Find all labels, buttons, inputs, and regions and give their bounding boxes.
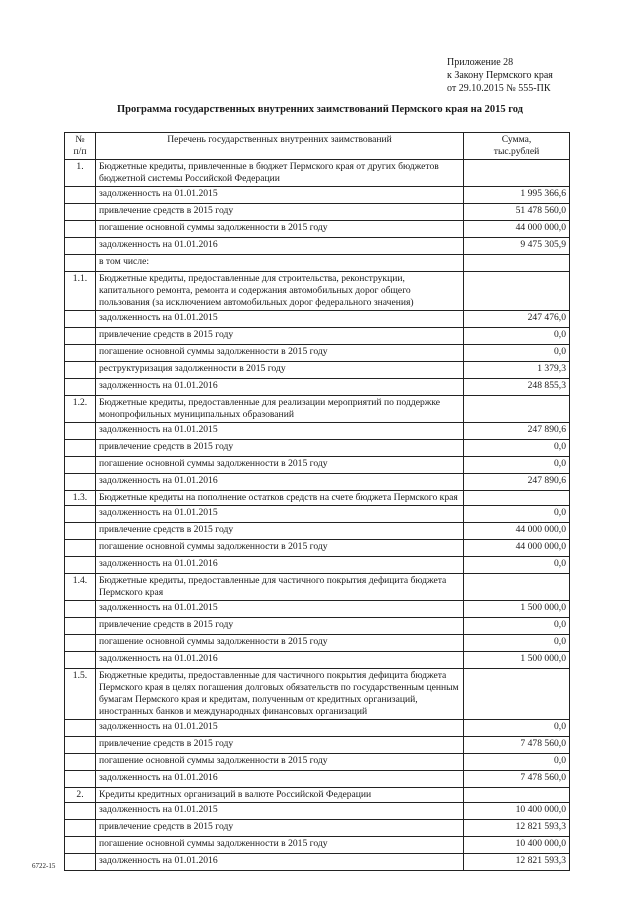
row-number bbox=[65, 754, 96, 771]
row-value: 1 500 000,0 bbox=[464, 601, 570, 618]
row-name: задолженность на 01.01.2015 bbox=[96, 506, 464, 523]
row-number: 1.3. bbox=[65, 491, 96, 506]
row-name: привлечение средств в 2015 году bbox=[96, 204, 464, 221]
table-row bbox=[65, 423, 570, 440]
row-value: 7 478 560,0 bbox=[464, 737, 570, 754]
row-name: погашение основной суммы задолженности в 2015 году bbox=[96, 635, 464, 652]
row-value: 248 855,3 bbox=[464, 379, 570, 396]
row-name: задолженность на 01.01.2015 bbox=[96, 803, 464, 820]
row-number bbox=[65, 187, 96, 204]
header-sum bbox=[464, 133, 570, 160]
row-name: реструктуризация задолженности в 2015 году bbox=[96, 362, 464, 379]
row-name: привлечение средств в 2015 году bbox=[96, 440, 464, 457]
row-number: 1.5. bbox=[65, 669, 96, 720]
row-value: 44 000 000,0 bbox=[464, 523, 570, 540]
row-name: привлечение средств в 2015 году bbox=[96, 737, 464, 754]
table-row bbox=[65, 160, 570, 187]
table-row bbox=[65, 618, 570, 635]
document-title: Программа государственных внутренних заимствований Пермского края на 2015 год bbox=[117, 104, 523, 115]
row-value bbox=[464, 669, 570, 720]
row-number bbox=[65, 345, 96, 362]
row-number bbox=[65, 523, 96, 540]
row-value: 9 475 305,9 bbox=[464, 238, 570, 255]
row-name: привлечение средств в 2015 году bbox=[96, 820, 464, 837]
appendix-line: Приложение 28 bbox=[447, 57, 514, 68]
table-row bbox=[65, 491, 570, 506]
table-row bbox=[65, 803, 570, 820]
row-name: задолженность на 01.01.2015 bbox=[96, 720, 464, 737]
table-row bbox=[65, 540, 570, 557]
row-value bbox=[464, 160, 570, 187]
table-row bbox=[65, 788, 570, 803]
row-name: погашение основной суммы задолженности в 2015 году bbox=[96, 457, 464, 474]
row-value: 247 476,0 bbox=[464, 311, 570, 328]
row-name: привлечение средств в 2015 году bbox=[96, 618, 464, 635]
table-row bbox=[65, 574, 570, 601]
row-number bbox=[65, 440, 96, 457]
row-value: 10 400 000,0 bbox=[464, 837, 570, 854]
row-number: 1.2. bbox=[65, 396, 96, 423]
table-row bbox=[65, 311, 570, 328]
table-row bbox=[65, 601, 570, 618]
table-row bbox=[65, 771, 570, 788]
row-value bbox=[464, 396, 570, 423]
row-number bbox=[65, 803, 96, 820]
header-sum-line1: Сумма, bbox=[501, 134, 532, 145]
row-name: задолженность на 01.01.2016 bbox=[96, 557, 464, 574]
table-row bbox=[65, 440, 570, 457]
row-number bbox=[65, 311, 96, 328]
row-value: 0,0 bbox=[464, 754, 570, 771]
row-name: задолженность на 01.01.2015 bbox=[96, 423, 464, 440]
row-value bbox=[464, 788, 570, 803]
header-sum-line2: тыс.рублей bbox=[493, 146, 540, 157]
row-name: привлечение средств в 2015 году bbox=[96, 328, 464, 345]
table-row bbox=[65, 837, 570, 854]
header-list: Перечень государственных внутренних заимствований bbox=[96, 133, 464, 160]
row-name: Бюджетные кредиты, привлеченные в бюджет Пермского края от других бюджетов бюджетной системы Российской Федерации bbox=[96, 160, 464, 187]
row-name: Бюджетные кредиты, предоставленные для частичного покрытия дефицита бюджета Пермского края в целях погашения долговых обязательств по государственным ценным бумагам Пермского края и кредитам, полученным от кредитных организаций, иностранных банков и международных финансовых организаций bbox=[96, 669, 464, 720]
row-value bbox=[464, 574, 570, 601]
table-row bbox=[65, 557, 570, 574]
row-name: задолженность на 01.01.2015 bbox=[96, 601, 464, 618]
row-number bbox=[65, 423, 96, 440]
table-row bbox=[65, 396, 570, 423]
row-number bbox=[65, 540, 96, 557]
row-name: погашение основной суммы задолженности в 2015 году bbox=[96, 754, 464, 771]
row-name: Бюджетные кредиты, предоставленные для реализации мероприятий по поддержке монопрофильных муниципальных образований bbox=[96, 396, 464, 423]
row-name: задолженность на 01.01.2016 bbox=[96, 771, 464, 788]
appendix-line: от 29.10.2015 № 555-ПК bbox=[447, 83, 551, 94]
row-value: 51 478 560,0 bbox=[464, 204, 570, 221]
table-row bbox=[65, 379, 570, 396]
row-number bbox=[65, 328, 96, 345]
table-row bbox=[65, 457, 570, 474]
table-row bbox=[65, 737, 570, 754]
row-number bbox=[65, 379, 96, 396]
row-name: погашение основной суммы задолженности в 2015 году bbox=[96, 221, 464, 238]
table-row bbox=[65, 272, 570, 311]
row-name: Бюджетные кредиты, предоставленные для частичного покрытия дефицита бюджета Пермского края bbox=[96, 574, 464, 601]
row-value: 0,0 bbox=[464, 328, 570, 345]
row-number bbox=[65, 474, 96, 491]
row-number: 1.4. bbox=[65, 574, 96, 601]
row-number bbox=[65, 737, 96, 754]
appendix-reference bbox=[447, 56, 553, 95]
row-value: 10 400 000,0 bbox=[464, 803, 570, 820]
row-value bbox=[464, 255, 570, 272]
row-value: 12 821 593,3 bbox=[464, 854, 570, 871]
footer-code: 6722-15 bbox=[32, 862, 56, 870]
table-row bbox=[65, 255, 570, 272]
row-number bbox=[65, 720, 96, 737]
header-number bbox=[65, 133, 96, 160]
row-value: 1 995 366,6 bbox=[464, 187, 570, 204]
table-row bbox=[65, 345, 570, 362]
row-name: погашение основной суммы задолженности в 2015 году bbox=[96, 540, 464, 557]
table-row bbox=[65, 187, 570, 204]
row-name: погашение основной суммы задолженности в 2015 году bbox=[96, 837, 464, 854]
table-row bbox=[65, 238, 570, 255]
row-number bbox=[65, 837, 96, 854]
row-name: Бюджетные кредиты на пополнение остатков средств на счете бюджета Пермского края bbox=[96, 491, 464, 506]
row-value: 0,0 bbox=[464, 557, 570, 574]
row-number bbox=[65, 854, 96, 871]
row-value bbox=[464, 491, 570, 506]
table-row bbox=[65, 328, 570, 345]
row-value: 0,0 bbox=[464, 506, 570, 523]
table-header-row bbox=[65, 133, 570, 160]
row-name: Бюджетные кредиты, предоставленные для строительства, реконструкции, капитального ремонта, ремонта и содержания автомобильных дорог общего пользования (за исключением автомобильных дорог федерального значения) bbox=[96, 272, 464, 311]
row-value: 0,0 bbox=[464, 345, 570, 362]
row-name: задолженность на 01.01.2016 bbox=[96, 854, 464, 871]
row-name: задолженность на 01.01.2016 bbox=[96, 379, 464, 396]
row-value: 247 890,6 bbox=[464, 423, 570, 440]
row-name: привлечение средств в 2015 году bbox=[96, 523, 464, 540]
row-value: 0,0 bbox=[464, 635, 570, 652]
table-row bbox=[65, 506, 570, 523]
row-value: 0,0 bbox=[464, 440, 570, 457]
row-number: 1. bbox=[65, 160, 96, 187]
table-row bbox=[65, 523, 570, 540]
row-name: задолженность на 01.01.2015 bbox=[96, 187, 464, 204]
row-name: задолженность на 01.01.2016 bbox=[96, 652, 464, 669]
row-value: 7 478 560,0 bbox=[464, 771, 570, 788]
row-value: 0,0 bbox=[464, 457, 570, 474]
row-number: 1.1. bbox=[65, 272, 96, 311]
row-number bbox=[65, 601, 96, 618]
table-row bbox=[65, 652, 570, 669]
header-number-line2: п/п bbox=[73, 146, 87, 157]
row-number bbox=[65, 635, 96, 652]
row-number: 2. bbox=[65, 788, 96, 803]
header-number-line1: № bbox=[75, 134, 85, 145]
row-value: 247 890,6 bbox=[464, 474, 570, 491]
table-row bbox=[65, 854, 570, 871]
table-row bbox=[65, 669, 570, 720]
row-value: 0,0 bbox=[464, 618, 570, 635]
row-number bbox=[65, 557, 96, 574]
row-name: задолженность на 01.01.2015 bbox=[96, 311, 464, 328]
table-row bbox=[65, 474, 570, 491]
row-value bbox=[464, 272, 570, 311]
row-name: погашение основной суммы задолженности в 2015 году bbox=[96, 345, 464, 362]
table-row bbox=[65, 204, 570, 221]
table-row bbox=[65, 635, 570, 652]
row-number bbox=[65, 771, 96, 788]
row-value: 1 379,3 bbox=[464, 362, 570, 379]
table-row bbox=[65, 820, 570, 837]
row-number bbox=[65, 221, 96, 238]
row-value: 12 821 593,3 bbox=[464, 820, 570, 837]
row-number bbox=[65, 238, 96, 255]
row-name: задолженность на 01.01.2016 bbox=[96, 474, 464, 491]
row-value: 44 000 000,0 bbox=[464, 540, 570, 557]
row-number bbox=[65, 506, 96, 523]
row-number bbox=[65, 618, 96, 635]
row-number bbox=[65, 820, 96, 837]
appendix-line: к Закону Пермского края bbox=[447, 70, 553, 81]
row-number bbox=[65, 362, 96, 379]
table-row bbox=[65, 720, 570, 737]
row-name: Кредиты кредитных организаций в валюте Российской Федерации bbox=[96, 788, 464, 803]
table-row bbox=[65, 221, 570, 238]
row-name: в том числе: bbox=[96, 255, 464, 272]
borrowing-program-table bbox=[64, 132, 570, 871]
row-value: 44 000 000,0 bbox=[464, 221, 570, 238]
row-number bbox=[65, 255, 96, 272]
row-number bbox=[65, 457, 96, 474]
row-name: задолженность на 01.01.2016 bbox=[96, 238, 464, 255]
row-value: 1 500 000,0 bbox=[464, 652, 570, 669]
row-value: 0,0 bbox=[464, 720, 570, 737]
table-row bbox=[65, 754, 570, 771]
table-row bbox=[65, 362, 570, 379]
row-number bbox=[65, 652, 96, 669]
table-body bbox=[65, 160, 570, 871]
row-number bbox=[65, 204, 96, 221]
